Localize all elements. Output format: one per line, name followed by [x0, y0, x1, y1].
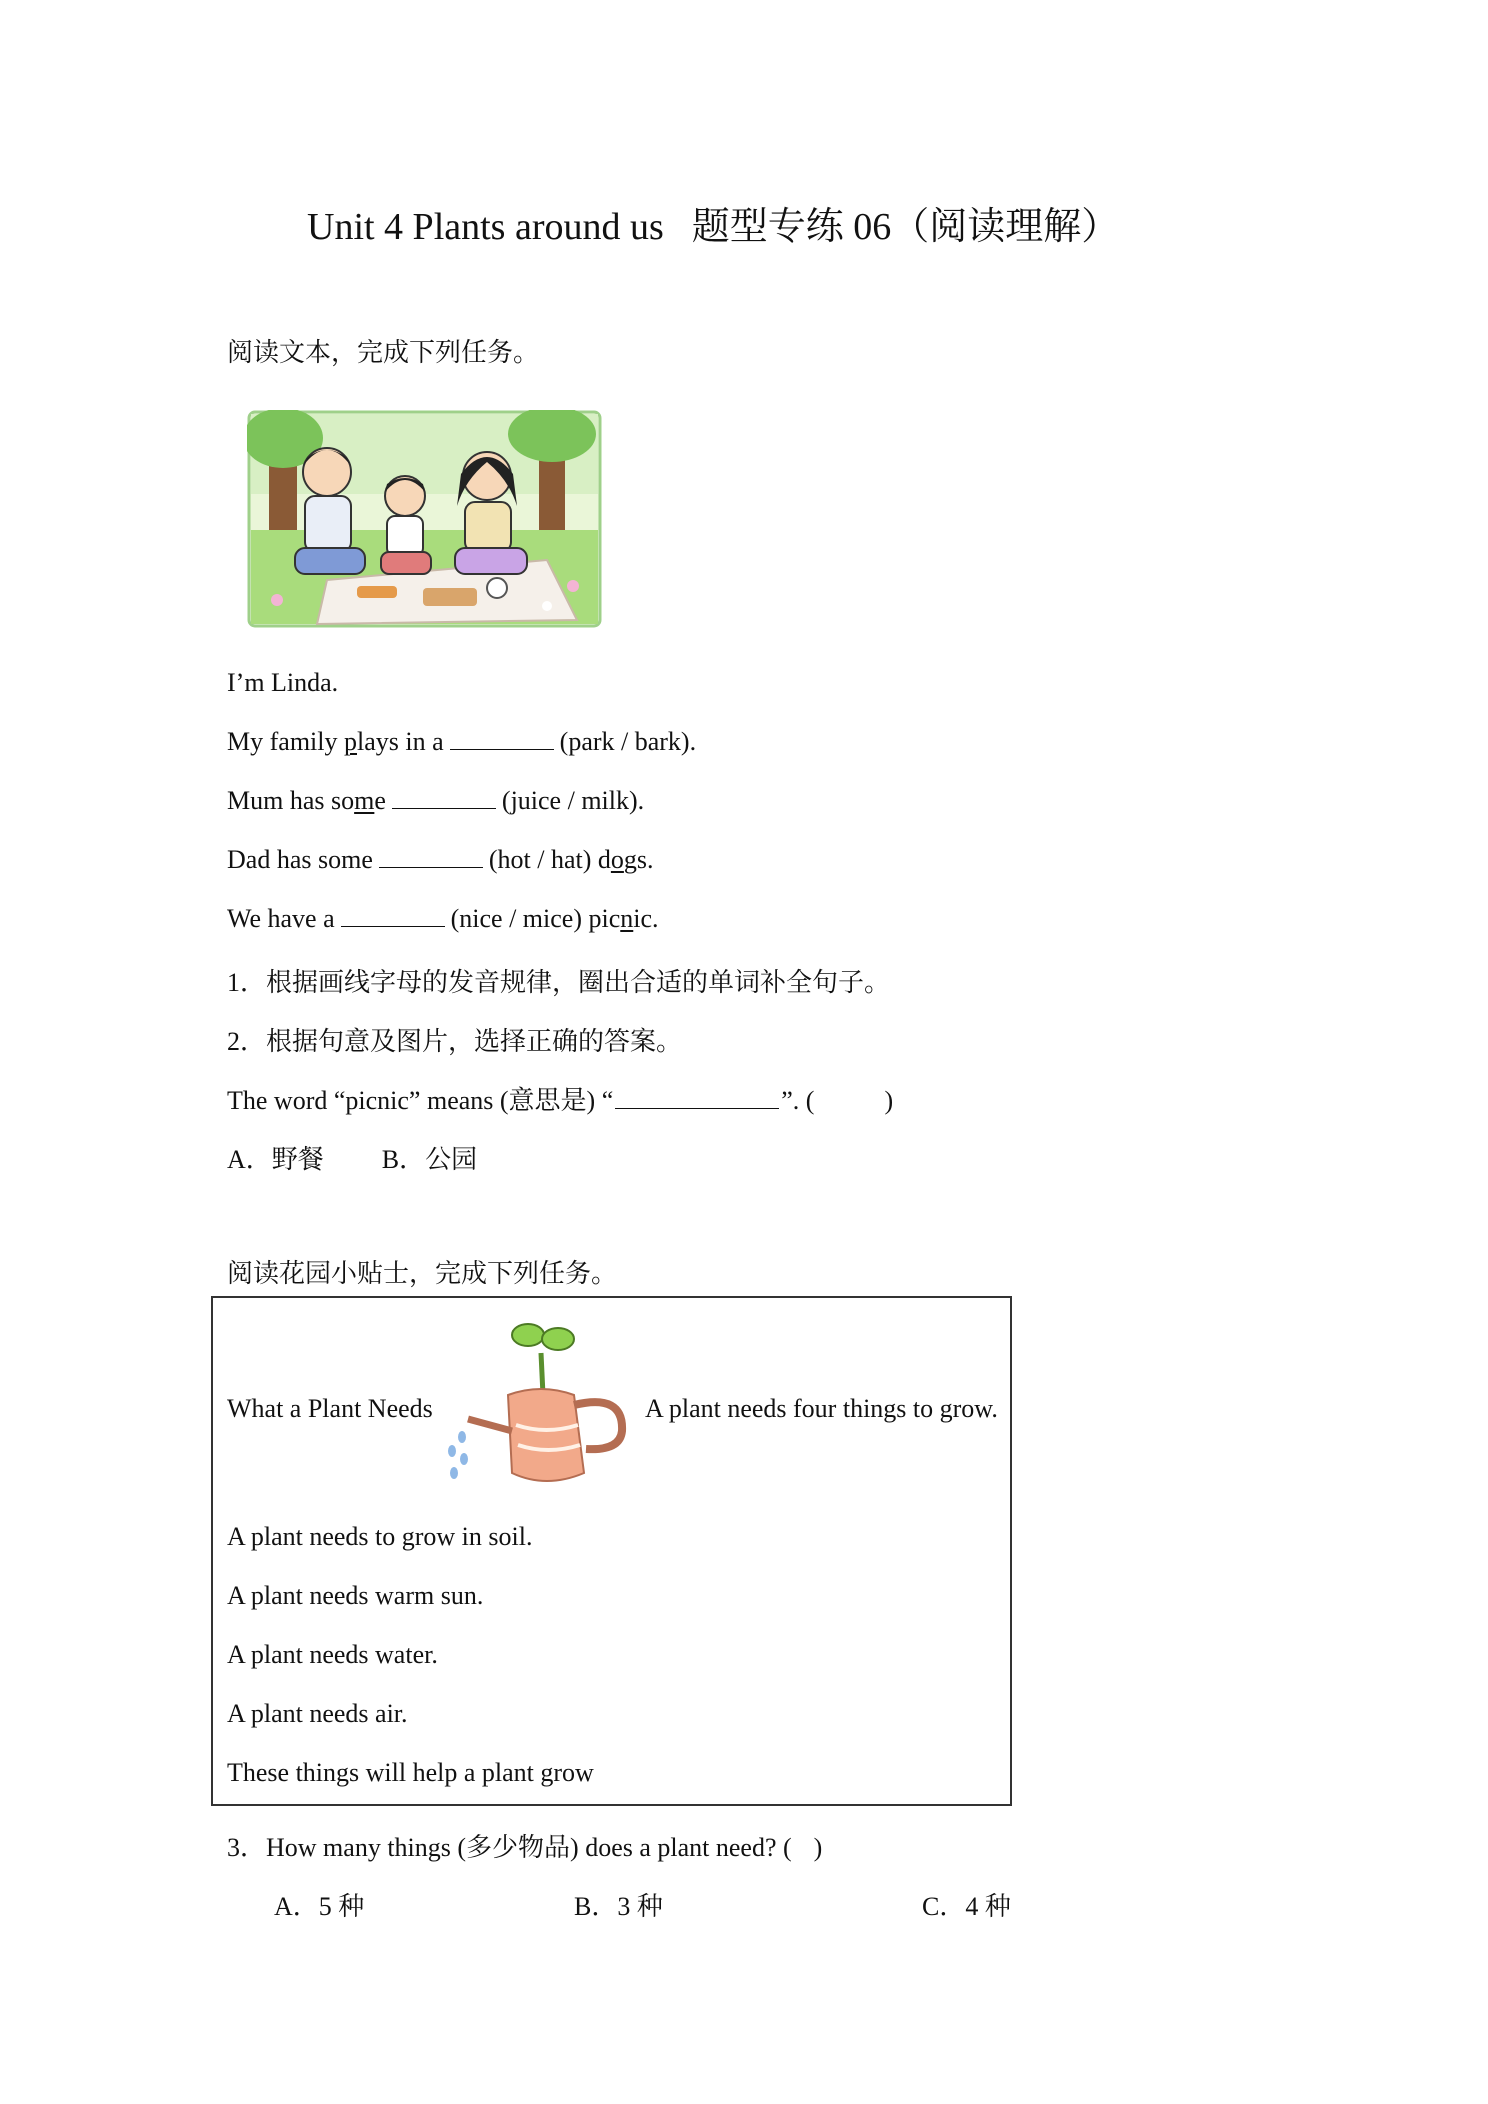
- sentence-3-after: gs.: [623, 845, 654, 874]
- sentence-3-pre: Dad has some: [227, 845, 373, 874]
- question-picnic-end: ): [884, 1086, 894, 1115]
- sentence-2-underlined: m: [354, 786, 375, 815]
- question-3-end: ): [813, 1833, 823, 1862]
- q3-option-b[interactable]: B．3 种: [574, 1892, 663, 1921]
- section2-instruction: 阅读花园小贴士，完成下列任务。: [227, 1259, 618, 1288]
- q3-option-c[interactable]: C．4 种: [922, 1892, 1011, 1921]
- box-intro: A plant needs four things to grow.: [645, 1394, 998, 1423]
- sentence-1-underlined: p: [344, 727, 357, 756]
- question-picnic-post: ”. (: [781, 1086, 815, 1115]
- sentence-1-pre: My family: [227, 727, 344, 756]
- sentence-3-underlined: o: [610, 845, 624, 874]
- sentence-4-options: (nice / mice) pic: [450, 904, 621, 933]
- answer-blank-1[interactable]: [450, 727, 554, 750]
- sentence-2-options: (juice / milk).: [501, 786, 645, 815]
- option-a[interactable]: A．野餐: [227, 1145, 324, 1174]
- answer-blank-picnic[interactable]: [615, 1086, 779, 1109]
- sentence-4: [227, 904, 659, 934]
- sentence-2-pre: Mum has so: [227, 786, 355, 815]
- answer-blank-3[interactable]: [379, 845, 483, 868]
- sentence-2: [227, 786, 644, 816]
- option-b[interactable]: B．公园: [381, 1145, 478, 1174]
- question-picnic: [227, 1080, 893, 1117]
- box-line-5: These things will help a plant grow: [227, 1758, 594, 1787]
- sentence-1-options: (park / bark).: [559, 727, 697, 756]
- question-picnic-pre: The word “picnic” means (意思是) “: [227, 1086, 614, 1115]
- sentence-3-options: (hot / hat) d: [488, 845, 611, 874]
- question-3: [227, 1827, 822, 1864]
- sentence-3: [227, 845, 654, 875]
- title-chinese: 题型专练 06（阅读理解）: [691, 206, 1120, 248]
- title-english: Unit 4 Plants around us: [307, 206, 664, 248]
- sentence-1: [227, 727, 696, 757]
- sentence-4-after: ic.: [633, 904, 659, 933]
- intro-line: I’m Linda.: [227, 668, 339, 697]
- box-line-3: A plant needs water.: [227, 1640, 438, 1669]
- answer-blank-2[interactable]: [392, 786, 496, 809]
- family-picnic-illustration: [247, 410, 602, 628]
- watering-can-sprout-illustration: [446, 1313, 636, 1485]
- box-heading: What a Plant Needs: [227, 1394, 433, 1423]
- sentence-4-underlined: n: [620, 904, 634, 933]
- answer-blank-4[interactable]: [341, 904, 445, 927]
- task-1: 1．根据画线字母的发音规律，圈出合适的单词补全句子。: [227, 968, 891, 997]
- box-line-1: A plant needs to grow in soil.: [227, 1522, 533, 1551]
- page-title: [307, 195, 1119, 250]
- q3-option-a[interactable]: A．5 种: [274, 1892, 365, 1921]
- sentence-4-pre: We have a: [227, 904, 335, 933]
- options-picnic: [227, 1139, 477, 1176]
- sentence-2-post: e: [374, 786, 386, 815]
- section1-instruction: 阅读文本，完成下列任务。: [227, 338, 540, 367]
- sentence-1-post: lays in a: [357, 727, 444, 756]
- box-line-4: A plant needs air.: [227, 1699, 408, 1728]
- task-2: 2．根据句意及图片，选择正确的答案。: [227, 1027, 683, 1056]
- box-line-2: A plant needs warm sun.: [227, 1581, 484, 1610]
- question-3-text: 3．How many things (多少物品) does a plant need? (: [227, 1833, 792, 1862]
